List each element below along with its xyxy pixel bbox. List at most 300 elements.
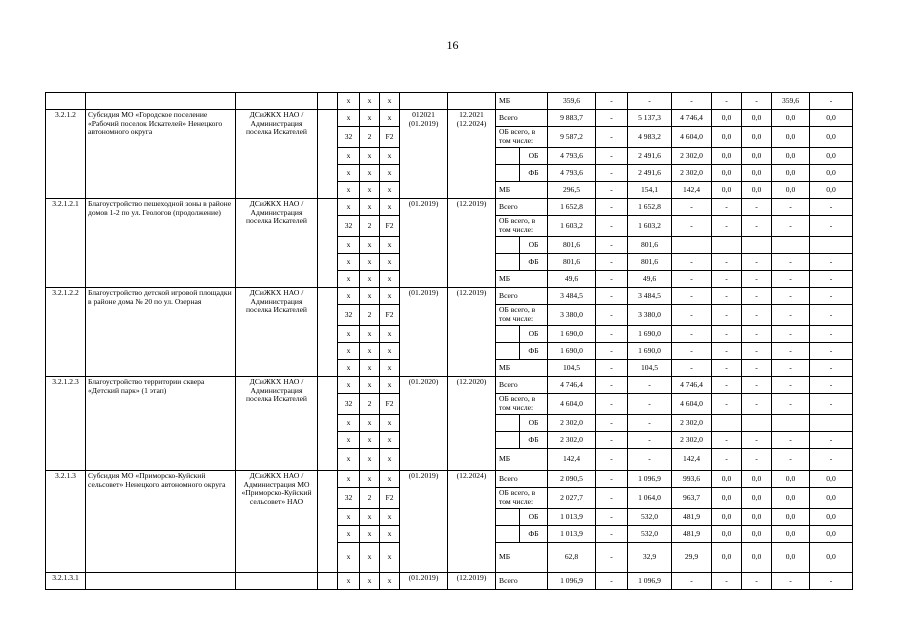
value-cell: - xyxy=(712,326,742,343)
code-cell: x xyxy=(338,254,360,271)
value-cell: - xyxy=(712,377,742,394)
value-cell: 104,5 xyxy=(548,360,596,377)
value-cell: - xyxy=(772,271,810,288)
code-cell: x xyxy=(380,543,400,573)
value-cell: 0,0 xyxy=(772,526,810,543)
value-cell: 1 690,0 xyxy=(628,343,672,360)
value-cell: 142,4 xyxy=(672,182,712,199)
code-cell: x xyxy=(360,432,380,449)
value-cell: - xyxy=(810,93,853,110)
value-cell: 2 302,0 xyxy=(548,432,596,449)
value-cell: - xyxy=(772,360,810,377)
indent-cell xyxy=(496,326,520,343)
value-cell: - xyxy=(712,432,742,449)
code-cell: x xyxy=(380,93,400,110)
source-cell: Всего xyxy=(496,471,548,488)
executor-cell: ДСиЖКХ НАО / Администрация поселка Искателей xyxy=(236,199,318,288)
value-cell: 49,6 xyxy=(628,271,672,288)
value-cell: 0,0 xyxy=(712,509,742,526)
value-cell: - xyxy=(596,360,628,377)
code-cell: x xyxy=(338,360,360,377)
blank-cell xyxy=(318,377,338,471)
value-cell: - xyxy=(596,509,628,526)
value-cell: - xyxy=(772,326,810,343)
value-cell: - xyxy=(596,326,628,343)
executor-cell: ДСиЖКХ НАО / Администрация поселка Искателей xyxy=(236,110,318,199)
value-cell: - xyxy=(772,288,810,305)
code-cell: 32 xyxy=(338,488,360,509)
value-cell: 3 484,5 xyxy=(628,288,672,305)
value-cell: 4 746,4 xyxy=(548,377,596,394)
start-date-cell: (01.2019) xyxy=(400,199,448,288)
code-cell: x xyxy=(360,148,380,165)
value-cell: - xyxy=(742,432,772,449)
value-cell: 0,0 xyxy=(712,526,742,543)
value-cell: - xyxy=(672,254,712,271)
start-date-cell: (01.2020) xyxy=(400,377,448,471)
value-cell: - xyxy=(742,199,772,216)
item-number-cell: 3.2.1.3 xyxy=(46,471,86,573)
code-cell: x xyxy=(380,432,400,449)
item-number-cell: 3.2.1.2.3 xyxy=(46,377,86,471)
blank-cell xyxy=(318,471,338,573)
value-cell: 2 302,0 xyxy=(548,415,596,432)
value-cell: 142,4 xyxy=(672,449,712,471)
item-name-cell: Благоустройство детской игровой площадки в районе дома № 20 по ул. Озерная xyxy=(86,288,236,377)
value-cell: - xyxy=(742,360,772,377)
code-cell: x xyxy=(380,326,400,343)
source-cell: ФБ xyxy=(520,432,548,449)
start-date-cell: 012021 (01.2019) xyxy=(400,110,448,199)
value-cell: 9 587,2 xyxy=(548,127,596,148)
code-cell: x xyxy=(338,93,360,110)
table-row xyxy=(46,377,891,394)
value-cell: 0,0 xyxy=(712,543,742,573)
code-cell: x xyxy=(380,271,400,288)
value-cell: - xyxy=(772,394,810,415)
code-cell: x xyxy=(360,573,380,590)
code-cell: x xyxy=(360,271,380,288)
executor-cell: ДСиЖКХ НАО / Администрация поселка Искателей xyxy=(236,288,318,377)
item-number-cell: 3.2.1.3.1 xyxy=(46,573,86,590)
code-cell: x xyxy=(380,377,400,394)
value-cell: - xyxy=(772,573,810,590)
value-cell: 359,6 xyxy=(772,93,810,110)
value-cell: - xyxy=(596,93,628,110)
indent-cell xyxy=(496,343,520,360)
value-cell: 4 746,4 xyxy=(672,110,712,127)
code-cell: x xyxy=(380,165,400,182)
code-cell: x xyxy=(338,199,360,216)
value-cell: 0,0 xyxy=(810,543,853,573)
code-cell: x xyxy=(360,93,380,110)
code-cell: x xyxy=(360,288,380,305)
value-cell: - xyxy=(772,216,810,237)
code-cell: x xyxy=(338,288,360,305)
code-cell: x xyxy=(380,237,400,254)
value-cell: - xyxy=(712,573,742,590)
code-cell: x xyxy=(380,471,400,488)
source-cell: ОБ всего, в том числе: xyxy=(496,216,548,237)
value-cell: 1 652,8 xyxy=(548,199,596,216)
value-cell: 49,6 xyxy=(548,271,596,288)
source-cell: Всего xyxy=(496,573,548,590)
value-cell: - xyxy=(810,573,853,590)
code-cell: F2 xyxy=(380,305,400,326)
value-cell: 104,5 xyxy=(628,360,672,377)
value-cell: - xyxy=(628,432,672,449)
value-cell xyxy=(712,237,742,254)
value-cell: 0,0 xyxy=(810,509,853,526)
code-cell: x xyxy=(360,182,380,199)
value-cell: 0,0 xyxy=(810,165,853,182)
value-cell: - xyxy=(742,271,772,288)
value-cell: 2 027,7 xyxy=(548,488,596,509)
value-cell: - xyxy=(810,288,853,305)
item-number-cell: 3.2.1.2.2 xyxy=(46,288,86,377)
page-number: 16 xyxy=(446,38,459,52)
indent-cell xyxy=(496,415,520,432)
value-cell: 0,0 xyxy=(772,471,810,488)
value-cell: 0,0 xyxy=(712,110,742,127)
code-cell: x xyxy=(338,543,360,573)
value-cell: - xyxy=(772,254,810,271)
indent-cell xyxy=(496,509,520,526)
code-cell: x xyxy=(360,343,380,360)
code-cell: x xyxy=(380,110,400,127)
value-cell: - xyxy=(596,488,628,509)
value-cell: 0,0 xyxy=(712,488,742,509)
value-cell: 0,0 xyxy=(810,526,853,543)
source-cell: ФБ xyxy=(520,254,548,271)
value-cell: 3 380,0 xyxy=(628,305,672,326)
value-cell: 0,0 xyxy=(742,127,772,148)
value-cell: 0,0 xyxy=(712,182,742,199)
value-cell: - xyxy=(672,93,712,110)
value-cell xyxy=(772,415,810,432)
value-cell: 4 793,6 xyxy=(548,148,596,165)
value-cell: - xyxy=(596,415,628,432)
code-cell: 32 xyxy=(338,127,360,148)
code-cell: x xyxy=(360,471,380,488)
blank-cell xyxy=(318,110,338,199)
source-cell: МБ xyxy=(496,182,548,199)
code-cell: x xyxy=(338,471,360,488)
indent-cell xyxy=(496,237,520,254)
code-cell: x xyxy=(360,237,380,254)
end-date-cell: (12.2019) xyxy=(448,288,496,377)
value-cell: 2 302,0 xyxy=(672,415,712,432)
code-cell: x xyxy=(360,165,380,182)
code-cell: F2 xyxy=(380,127,400,148)
code-cell: x xyxy=(338,237,360,254)
item-name-cell: Субсидия МО «Городское поселение «Рабочий поселок Искателей» Ненецкого автономного округа xyxy=(86,110,236,199)
value-cell: - xyxy=(628,449,672,471)
code-cell: 32 xyxy=(338,305,360,326)
indent-cell xyxy=(496,165,520,182)
value-cell: - xyxy=(628,93,672,110)
value-cell: - xyxy=(672,360,712,377)
end-date-cell: (12.2019) xyxy=(448,573,496,590)
table-row xyxy=(46,199,891,216)
code-cell: x xyxy=(360,377,380,394)
value-cell: - xyxy=(712,199,742,216)
value-cell: - xyxy=(596,449,628,471)
item-name-cell: Благоустройство пешеходной зоны в районе домов 1-2 по ул. Геологов (продолжение) xyxy=(86,199,236,288)
value-cell: 0,0 xyxy=(742,182,772,199)
value-cell: - xyxy=(810,432,853,449)
value-cell: - xyxy=(596,127,628,148)
end-date-cell: 12.2021 (12.2024) xyxy=(448,110,496,199)
value-cell: 0,0 xyxy=(742,471,772,488)
value-cell: 963,7 xyxy=(672,488,712,509)
code-cell: x xyxy=(338,449,360,471)
source-cell: ОБ всего, в том числе: xyxy=(496,127,548,148)
value-cell: - xyxy=(672,305,712,326)
value-cell: 1 690,0 xyxy=(628,326,672,343)
value-cell: 1 690,0 xyxy=(548,343,596,360)
code-cell: x xyxy=(360,326,380,343)
value-cell: - xyxy=(672,271,712,288)
value-cell: - xyxy=(712,93,742,110)
value-cell: - xyxy=(596,377,628,394)
value-cell: - xyxy=(810,271,853,288)
value-cell: - xyxy=(772,449,810,471)
code-cell: 32 xyxy=(338,216,360,237)
source-cell: Всего xyxy=(496,199,548,216)
name-cell xyxy=(86,93,236,110)
code-cell: x xyxy=(338,526,360,543)
budget-table xyxy=(45,92,891,590)
code-cell: x xyxy=(338,415,360,432)
value-cell xyxy=(810,415,853,432)
start-date-cell xyxy=(400,93,448,110)
code-cell: x xyxy=(338,343,360,360)
value-cell: - xyxy=(712,343,742,360)
end-date-cell: (12.2024) xyxy=(448,471,496,573)
value-cell: - xyxy=(810,360,853,377)
value-cell: - xyxy=(628,377,672,394)
value-cell: - xyxy=(810,326,853,343)
table-row xyxy=(46,471,891,488)
end-date-cell: (12.2020) xyxy=(448,377,496,471)
value-cell: - xyxy=(810,394,853,415)
code-cell: x xyxy=(380,573,400,590)
value-cell: - xyxy=(596,254,628,271)
code-cell: F2 xyxy=(380,394,400,415)
value-cell: - xyxy=(712,216,742,237)
value-cell: 4 983,2 xyxy=(628,127,672,148)
code-cell: x xyxy=(338,182,360,199)
value-cell: 1 096,9 xyxy=(548,573,596,590)
code-cell: x xyxy=(380,254,400,271)
value-cell: 1 690,0 xyxy=(548,326,596,343)
value-cell: 2 302,0 xyxy=(672,148,712,165)
value-cell: - xyxy=(596,526,628,543)
code-cell: x xyxy=(338,432,360,449)
source-cell: ОБ всего, в том числе: xyxy=(496,488,548,509)
value-cell: 4 746,4 xyxy=(672,377,712,394)
source-cell: МБ xyxy=(496,271,548,288)
indent-cell xyxy=(496,526,520,543)
source-cell: Всего xyxy=(496,288,548,305)
value-cell: 0,0 xyxy=(810,127,853,148)
value-cell: 1 064,0 xyxy=(628,488,672,509)
value-cell: - xyxy=(742,449,772,471)
value-cell: - xyxy=(742,288,772,305)
code-cell: x xyxy=(360,526,380,543)
value-cell: - xyxy=(810,449,853,471)
value-cell: 0,0 xyxy=(742,543,772,573)
value-cell xyxy=(742,237,772,254)
value-cell: - xyxy=(810,199,853,216)
value-cell: 0,0 xyxy=(742,148,772,165)
value-cell: 32,9 xyxy=(628,543,672,573)
source-cell: МБ xyxy=(496,360,548,377)
code-cell: x xyxy=(338,326,360,343)
value-cell: - xyxy=(596,288,628,305)
code-cell: F2 xyxy=(380,216,400,237)
value-cell: - xyxy=(596,305,628,326)
code-cell: x xyxy=(360,415,380,432)
value-cell: - xyxy=(772,432,810,449)
code-cell: x xyxy=(338,110,360,127)
code-cell: x xyxy=(380,509,400,526)
value-cell: 0,0 xyxy=(810,148,853,165)
value-cell: 801,6 xyxy=(628,237,672,254)
value-cell: 801,6 xyxy=(548,237,596,254)
end-date-cell: (12.2019) xyxy=(448,199,496,288)
value-cell: 993,6 xyxy=(672,471,712,488)
value-cell: - xyxy=(712,394,742,415)
indent-cell xyxy=(496,254,520,271)
value-cell: - xyxy=(628,394,672,415)
executor-cell: ДСиЖКХ НАО / Администрация МО «Приморско-Куйский сельсовет» НАО xyxy=(236,471,318,573)
code-cell: x xyxy=(338,573,360,590)
item-name-cell xyxy=(86,573,236,590)
value-cell: - xyxy=(810,377,853,394)
value-cell: - xyxy=(810,216,853,237)
value-cell: - xyxy=(596,432,628,449)
code-cell: x xyxy=(360,254,380,271)
number-cell xyxy=(46,93,86,110)
value-cell: 2 090,5 xyxy=(548,471,596,488)
value-cell: 0,0 xyxy=(712,165,742,182)
value-cell: - xyxy=(596,573,628,590)
value-cell: - xyxy=(712,449,742,471)
start-date-cell: (01.2019) xyxy=(400,288,448,377)
value-cell: - xyxy=(742,394,772,415)
code-cell: F2 xyxy=(380,488,400,509)
value-cell: - xyxy=(772,199,810,216)
item-name-cell: Благоустройство территории сквера «Детский парк» (1 этап) xyxy=(86,377,236,471)
value-cell: 1 603,2 xyxy=(548,216,596,237)
blank-cell xyxy=(318,573,338,590)
value-cell: 62,8 xyxy=(548,543,596,573)
value-cell: 0,0 xyxy=(742,526,772,543)
value-cell: - xyxy=(672,343,712,360)
value-cell: 3 380,0 xyxy=(548,305,596,326)
source-cell: ФБ xyxy=(520,165,548,182)
value-cell: - xyxy=(742,326,772,343)
code-cell: x xyxy=(360,449,380,471)
value-cell: 532,0 xyxy=(628,526,672,543)
source-cell: ОБ xyxy=(520,326,548,343)
value-cell: 0,0 xyxy=(772,509,810,526)
code-cell: x xyxy=(360,110,380,127)
value-cell: 481,9 xyxy=(672,509,712,526)
code-cell: x xyxy=(338,148,360,165)
value-cell: - xyxy=(596,237,628,254)
value-cell: 154,1 xyxy=(628,182,672,199)
value-cell: - xyxy=(672,216,712,237)
value-cell: 1 096,9 xyxy=(628,471,672,488)
value-cell xyxy=(672,237,712,254)
value-cell: - xyxy=(712,288,742,305)
value-cell: 4 793,6 xyxy=(548,165,596,182)
value-cell: 4 604,0 xyxy=(548,394,596,415)
value-cell: - xyxy=(742,305,772,326)
value-cell: - xyxy=(596,543,628,573)
source-cell: МБ xyxy=(496,543,548,573)
value-cell: 0,0 xyxy=(772,488,810,509)
value-cell: - xyxy=(712,271,742,288)
source-cell: ОБ xyxy=(520,509,548,526)
code-cell: x xyxy=(360,199,380,216)
code-cell: x xyxy=(380,199,400,216)
value-cell: - xyxy=(742,377,772,394)
value-cell: - xyxy=(712,254,742,271)
code-cell: x xyxy=(380,182,400,199)
value-cell: - xyxy=(596,199,628,216)
value-cell: - xyxy=(742,343,772,360)
code-cell: 2 xyxy=(360,305,380,326)
value-cell: 0,0 xyxy=(712,127,742,148)
value-cell: - xyxy=(742,254,772,271)
value-cell: - xyxy=(810,305,853,326)
value-cell xyxy=(712,415,742,432)
code-cell: 2 xyxy=(360,216,380,237)
value-cell: - xyxy=(672,326,712,343)
code-cell: 32 xyxy=(338,394,360,415)
value-cell: - xyxy=(596,343,628,360)
value-cell: 0,0 xyxy=(772,148,810,165)
blank-cell xyxy=(318,93,338,110)
value-cell: 9 883,7 xyxy=(548,110,596,127)
code-cell: x xyxy=(360,360,380,377)
value-cell: - xyxy=(772,305,810,326)
value-cell: 481,9 xyxy=(672,526,712,543)
code-cell: x xyxy=(338,509,360,526)
value-cell: 1 603,2 xyxy=(628,216,672,237)
value-cell: - xyxy=(712,305,742,326)
value-cell xyxy=(772,237,810,254)
value-cell: 3 484,5 xyxy=(548,288,596,305)
value-cell: 2 491,6 xyxy=(628,148,672,165)
table-row xyxy=(46,93,891,110)
source-cell: Всего xyxy=(496,377,548,394)
value-cell: 801,6 xyxy=(548,254,596,271)
indent-cell xyxy=(496,148,520,165)
value-cell: - xyxy=(742,93,772,110)
value-cell: 0,0 xyxy=(772,543,810,573)
value-cell: 142,4 xyxy=(548,449,596,471)
code-cell: x xyxy=(338,271,360,288)
code-cell: x xyxy=(380,415,400,432)
value-cell: 4 604,0 xyxy=(672,127,712,148)
value-cell: 0,0 xyxy=(772,165,810,182)
blank-cell xyxy=(318,288,338,377)
